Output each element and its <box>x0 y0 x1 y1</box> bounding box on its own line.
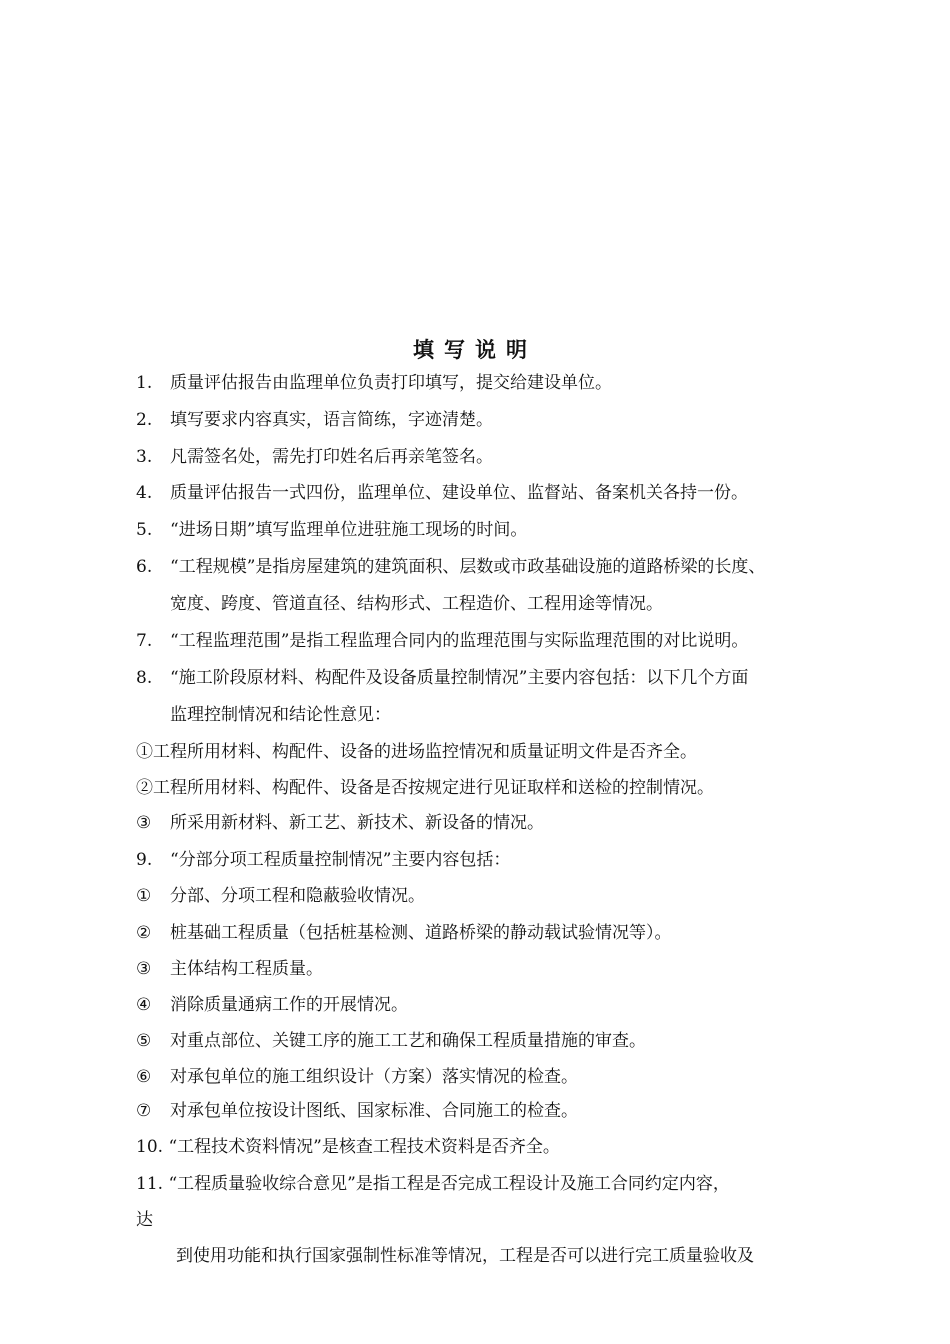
item-text: 填写要求内容真实，语言简练，字迹清楚。 <box>170 410 493 430</box>
item-text: “分部分项工程质量控制情况”主要内容包括： <box>170 850 511 870</box>
document-title: 填写说明 <box>413 338 537 362</box>
item-text: 消除质量通病工作的开展情况。 <box>170 995 408 1015</box>
item-text: 对重点部位、关键工序的施工工艺和确保工程质量措施的审查。 <box>170 1031 646 1051</box>
item-text: “进场日期”填写监理单位进驻施工现场的时间。 <box>170 520 528 540</box>
item-text: 凡需签名处，需先打印姓名后再亲笔签名。 <box>170 447 493 467</box>
item-number: 6. <box>136 557 153 577</box>
item-text: “工程规模”是指房屋建筑的建筑面积、层数或市政基础设施的道路桥梁的长度、 <box>170 557 766 577</box>
item-text: 宽度、跨度、管道直径、结构形式、工程造价、工程用途等情况。 <box>170 594 663 614</box>
item-number: ⑥ <box>136 1067 152 1087</box>
item-text: 监理控制情况和结论性意见： <box>170 705 391 725</box>
item-text: 所采用新材料、新工艺、新技术、新设备的情况。 <box>170 813 544 833</box>
item-text: “施工阶段原材料、构配件及设备质量控制情况”主要内容包括：以下几个方面 <box>170 668 749 688</box>
item-text: 对承包单位的施工组织设计（方案）落实情况的检查。 <box>170 1067 578 1087</box>
item-number: 8. <box>136 668 153 688</box>
item-number: ③ <box>136 813 152 833</box>
item-number: ③ <box>136 959 152 979</box>
item-number: 9. <box>136 850 153 870</box>
item-number: ② <box>136 923 152 943</box>
item-text: 达 <box>136 1210 153 1230</box>
item-number: 2. <box>136 410 153 430</box>
item-text: 分部、分项工程和隐蔽验收情况。 <box>170 886 425 906</box>
item-text: 质量评估报告一式四份，监理单位、建设单位、监督站、备案机关各持一份。 <box>170 483 748 503</box>
item-text: 到使用功能和执行国家强制性标准等情况，工程是否可以进行完工质量验收及 <box>176 1246 754 1266</box>
item-text: 主体结构工程质量。 <box>170 959 323 979</box>
item-text: 11. “工程质量验收综合意见”是指工程是否完成工程设计及施工合同约定内容， <box>136 1174 730 1194</box>
item-number: ⑤ <box>136 1031 152 1051</box>
item-number: 5. <box>136 520 153 540</box>
item-number: 3. <box>136 447 153 467</box>
item-text: 质量评估报告由监理单位负责打印填写，提交给建设单位。 <box>170 373 612 393</box>
item-text: 对承包单位按设计图纸、国家标准、合同施工的检查。 <box>170 1101 578 1121</box>
item-number: 4. <box>136 483 153 503</box>
item-text: “工程监理范围”是指工程监理合同内的监理范围与实际监理范围的对比说明。 <box>170 631 749 651</box>
item-text: 桩基础工程质量（包括桩基检测、道路桥梁的静动载试验情况等）。 <box>170 923 672 943</box>
item-text: ①工程所用材料、构配件、设备的进场监控情况和质量证明文件是否齐全。 <box>136 742 697 762</box>
item-number: 1. <box>136 373 153 393</box>
item-number: ④ <box>136 995 152 1015</box>
item-number: ⑦ <box>136 1101 152 1121</box>
item-text: ②工程所用材料、构配件、设备是否按规定进行见证取样和送检的控制情况。 <box>136 778 714 798</box>
item-text: 10. “工程技术资料情况”是核查工程技术资料是否齐全。 <box>136 1137 560 1157</box>
item-number: 7. <box>136 631 153 651</box>
item-number: ① <box>136 886 152 906</box>
